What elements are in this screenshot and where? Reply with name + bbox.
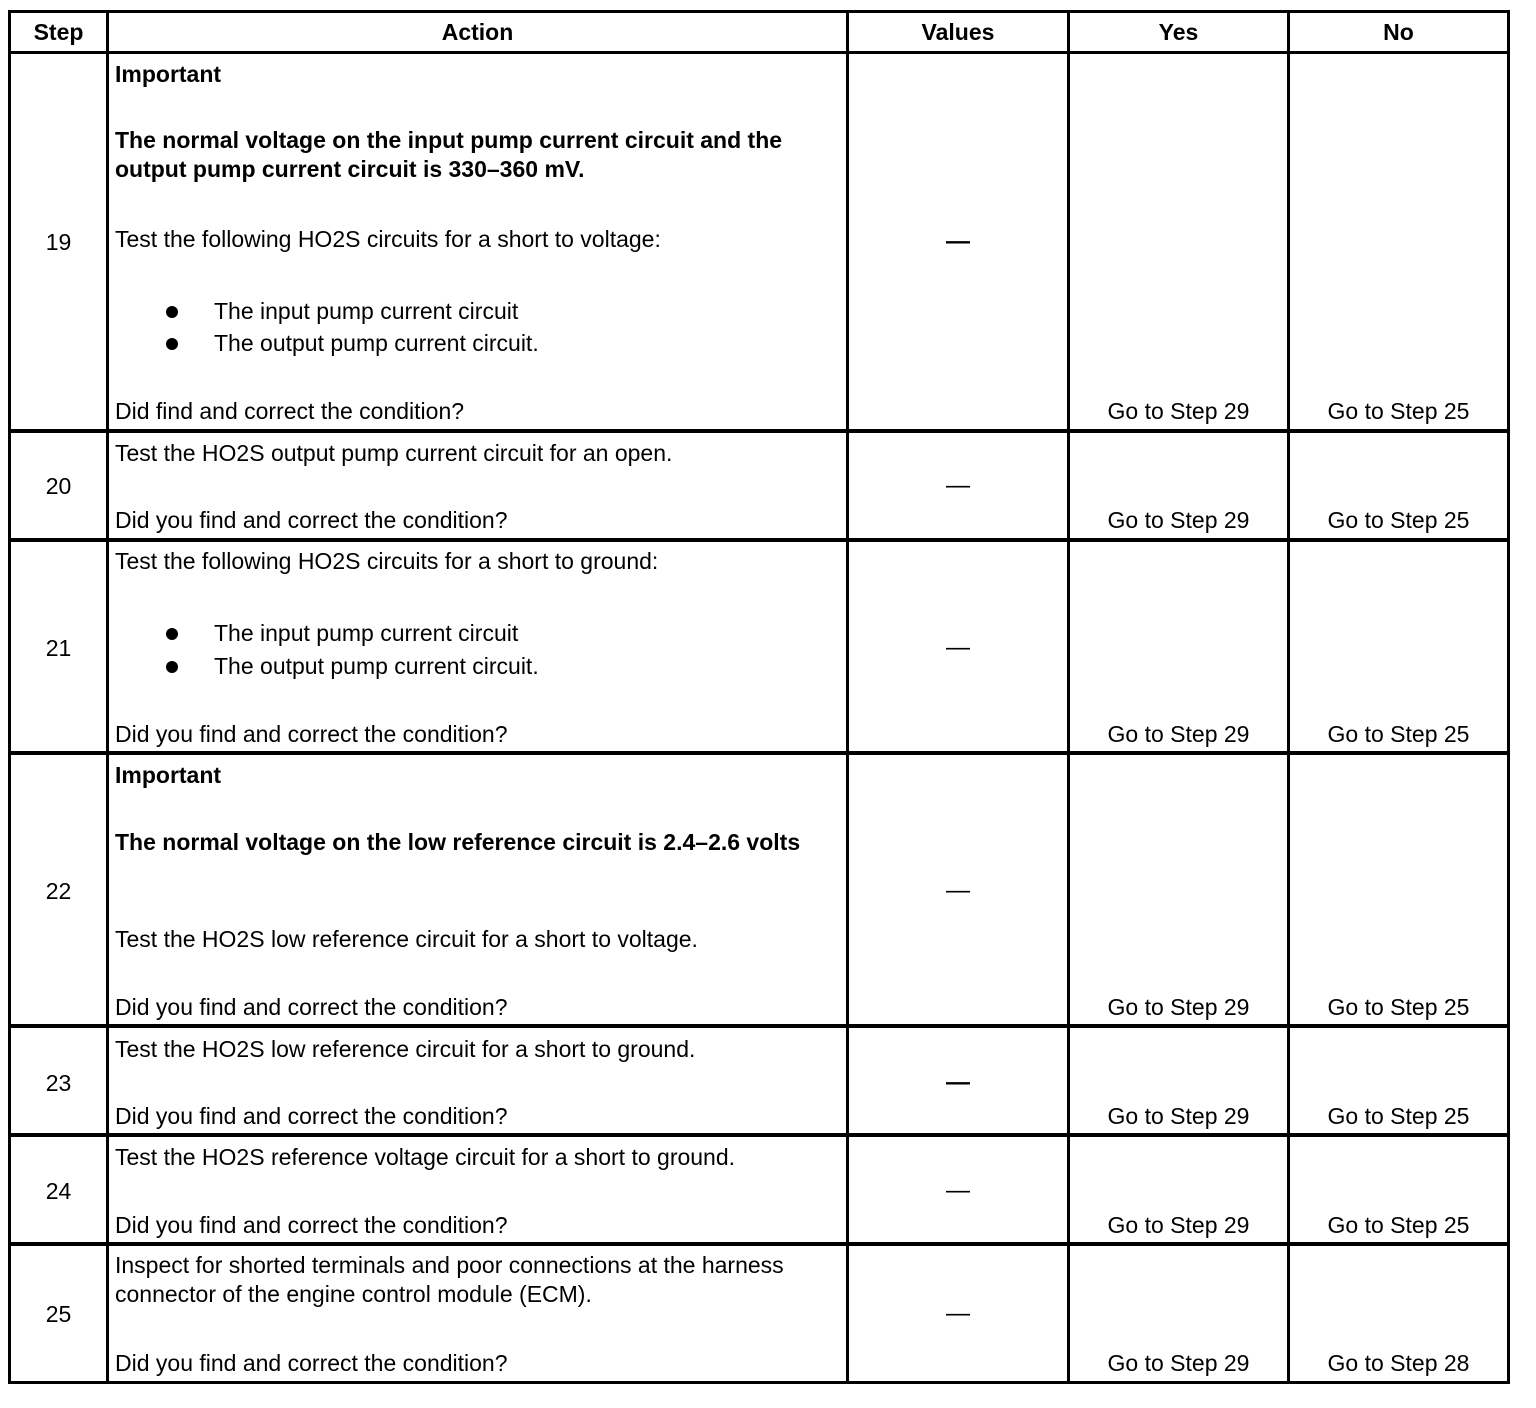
value-cell: — — [946, 1300, 970, 1327]
col-divider-values — [1067, 10, 1070, 1384]
action-text: Test the following HO2S circuits for a short to voltage: — [115, 226, 661, 252]
header-action: Action — [441, 19, 514, 45]
yes-goto: Go to Step 29 — [1107, 1212, 1250, 1238]
col-divider-step — [106, 10, 109, 1384]
row-divider-22-23 — [8, 1024, 1510, 1028]
bullet-item: The input pump current circuit — [214, 620, 519, 646]
table-border-right — [1507, 10, 1510, 1384]
value-cell: — — [946, 228, 970, 255]
no-goto: Go to Step 25 — [1327, 1212, 1470, 1238]
header-step: Step — [33, 19, 84, 45]
question-text: Did you find and correct the condition? — [115, 507, 508, 533]
diagnostic-table — [8, 10, 1510, 1384]
value-cell: — — [946, 634, 970, 661]
no-goto: Go to Step 25 — [1327, 994, 1470, 1020]
yes-goto: Go to Step 29 — [1107, 721, 1250, 747]
action-text: Test the HO2S low reference circuit for a short to ground. — [115, 1036, 696, 1062]
header-yes: Yes — [1158, 19, 1199, 45]
important-label: Important — [115, 762, 222, 788]
question-text: Did you find and correct the condition? — [115, 721, 508, 747]
row-divider-20-21 — [8, 538, 1510, 542]
bullet-item: The input pump current circuit — [214, 298, 519, 324]
header-values: Values — [921, 19, 995, 45]
header-no: No — [1383, 19, 1414, 45]
col-divider-yes — [1287, 10, 1290, 1384]
step-number: 21 — [45, 635, 72, 661]
question-text: Did you find and correct the condition? — [115, 994, 508, 1020]
bullet-icon — [166, 661, 178, 673]
value-cell: — — [946, 1069, 970, 1096]
step-number: 25 — [45, 1301, 72, 1327]
action-text: Inspect for shorted terminals and poor connections at the harness connector of the engine control module (ECM). — [115, 1252, 784, 1307]
question-text: Did you find and correct the condition? — [115, 1350, 508, 1376]
no-goto: Go to Step 25 — [1327, 398, 1470, 424]
bullet-item: The output pump current circuit. — [214, 653, 539, 679]
row-divider-24-25 — [8, 1242, 1510, 1246]
question-text: Did find and correct the condition? — [115, 398, 465, 424]
value-cell: — — [946, 472, 970, 499]
important-label: Important — [115, 61, 222, 87]
yes-goto: Go to Step 29 — [1107, 994, 1250, 1020]
no-goto: Go to Step 28 — [1327, 1350, 1470, 1376]
yes-goto: Go to Step 29 — [1107, 507, 1250, 533]
no-goto: Go to Step 25 — [1327, 507, 1470, 533]
yes-goto: Go to Step 29 — [1107, 1103, 1250, 1129]
bullet-item: The output pump current circuit. — [214, 330, 539, 356]
table-border-bottom — [8, 1381, 1510, 1384]
question-text: Did you find and correct the condition? — [115, 1103, 508, 1129]
step-number: 23 — [45, 1070, 72, 1096]
row-divider-21-22 — [8, 751, 1510, 755]
yes-goto: Go to Step 29 — [1107, 1350, 1250, 1376]
value-cell: — — [946, 877, 970, 904]
action-text: Test the HO2S reference voltage circuit for a short to ground. — [115, 1144, 736, 1170]
action-text: Test the HO2S low reference circuit for a short to voltage. — [115, 926, 698, 952]
question-text: Did you find and correct the condition? — [115, 1212, 508, 1238]
bullet-icon — [166, 628, 178, 640]
action-text: Test the HO2S output pump current circuit for an open. — [115, 440, 673, 466]
no-goto: Go to Step 25 — [1327, 1103, 1470, 1129]
step-number: 22 — [45, 878, 72, 904]
bullet-icon — [166, 306, 178, 318]
value-cell: — — [946, 1177, 970, 1204]
row-divider-23-24 — [8, 1133, 1510, 1137]
action-text: Test the following HO2S circuits for a short to ground: — [115, 548, 659, 574]
no-goto: Go to Step 25 — [1327, 721, 1470, 747]
yes-goto: Go to Step 29 — [1107, 398, 1250, 424]
step-number: 20 — [45, 473, 72, 499]
important-note: The normal voltage on the low reference circuit is 2.4–2.6 volts — [115, 829, 801, 855]
step-number: 19 — [45, 229, 72, 255]
step-number: 24 — [45, 1178, 72, 1204]
row-divider-19-20 — [8, 429, 1510, 433]
important-note: The normal voltage on the input pump current circuit and the output pump current circuit is 330–360 mV. — [115, 127, 783, 182]
bullet-icon — [166, 338, 178, 350]
